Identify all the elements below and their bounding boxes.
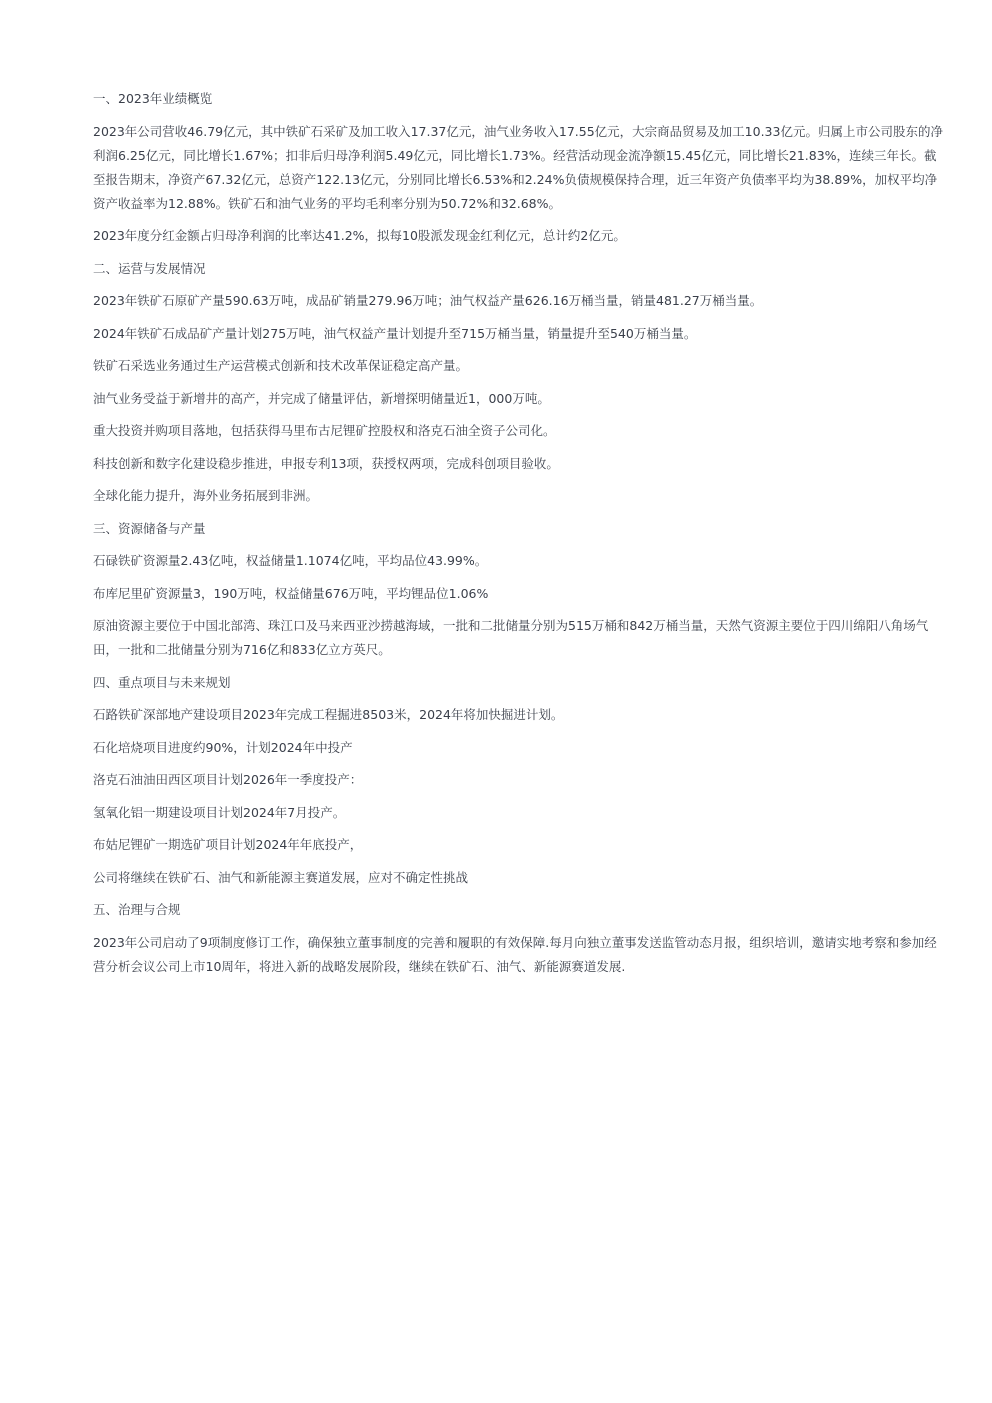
paragraph-oil-gas: 油气业务受益于新增井的高产，并完成了储量评估，新增探明储量近1，000万吨。 [93,390,550,406]
paragraph-revenue: 2023年公司营收46.79亿元，其中铁矿石采矿及加工收入17.37亿元，油气业务收入17.55亿元，大宗商品贸易及加工10.33亿元。归属上市公司股东的净利润6.25亿元，同比增长1.67%；扣非后归母净利润5.49亿元，同比增长1.73%。经营活动现金流净额15.45亿元，同比增长21.83%，连续三年长。截至报告期末，净资产67.32亿元，总资产122.13亿元，分别同比增长6.53%和2.24%负债规模保持合理，近三年资产负债率平均为38.89%，加权平均净资产收益率为12.88%。铁矿石和油气业务的平均毛利率分别为50.72%和32.68%。 [93,123,943,211]
paragraph-globalization: 全球化能力提升，海外业务拓展到非洲。 [93,488,319,503]
paragraph-shilu-resources: 石碌铁矿资源量2.43亿吨，权益储量1.1074亿吨，平均品位43.99%。 [93,553,488,568]
paragraph-governance: 2023年公司启动了9项制度修订工作，确保独立董事制度的完善和履职的有效保障.每月向独立董事发送监管动态月报，组织培训，邀请实地考察和参加经营分析会议公司上市10周年，将进入新的战略发展阶段，继续在铁矿石、油气、新能源赛道发展. [93,934,937,974]
paragraph-bukuni-resources: 布库尼里矿资源量3，190万吨，权益储量676万吨，平均锂品位1.06% [93,585,489,601]
paragraph-dividend: 2023年度分红金额占归母净利润的比率达41.2%，拟每10股派发现金红利亿元，总计约2亿元。 [93,228,626,243]
paragraph-output-2023: 2023年铁矿石原矿产量590.63万吨，成品矿销量279.96万吨；油气权益产量626.16万桶当量，销量481.27万桶当量。 [93,293,763,308]
paragraph-deep-mining: 石路铁矿深部地产建设项目2023年完成工程掘进8503米，2024年将加快掘进计划。 [93,707,564,722]
paragraph-iron-ore: 铁矿石采选业务通过生产运营模式创新和技术改革保证稳定高产量。 [93,358,469,373]
document-page [93,87,948,987]
section-heading-resources: 三、资源储备与产量 [93,520,206,536]
paragraph-plan-2024: 2024年铁矿石成品矿产量计划275万吨，油气权益产量计划提升至715万桶当量，销量提升至540万桶当量。 [93,325,697,341]
paragraph-oil-resources: 原油资源主要位于中国北部湾、珠江口及马来西亚沙捞越海域，一批和二批储量分别为515万桶和842万桶当量，天然气资源主要位于四川绵阳八角场气田，一批和二批储量分别为716亿和833亿立方英尺。 [93,618,929,657]
paragraph-investment: 重大投资并购项目落地，包括获得马里布古尼锂矿控股权和洛克石油全资子公司化。 [93,423,556,438]
paragraph-roc-oil: 洛克石油油田西区项目计划2026年一季度投产： [93,772,363,787]
paragraph-lithium-beneficiation: 布姑尼锂矿一期选矿项目计划2024年年底投产， [93,837,363,852]
paragraph-aluminium-hydroxide: 氢氧化铝一期建设项目计划2024年7月投产。 [93,804,346,820]
paragraph-roasting: 石化培烧项目进度约90%，计划2024年中投产 [93,739,353,755]
paragraph-strategy: 公司将继续在铁矿石、油气和新能源主赛道发展，应对不确定性挑战 [93,869,469,885]
paragraph-innovation: 科技创新和数字化建设稳步推进，申报专利13项，获授权两项，完成科创项目验收。 [93,455,559,471]
section-heading-governance: 五、治理与合规 [93,902,181,917]
section-heading-projects: 四、重点项目与未来规划 [93,674,231,690]
section-heading-operations: 二、运营与发展情况 [93,260,206,276]
section-heading-performance: 一、2023年业绩概览 [93,91,213,106]
